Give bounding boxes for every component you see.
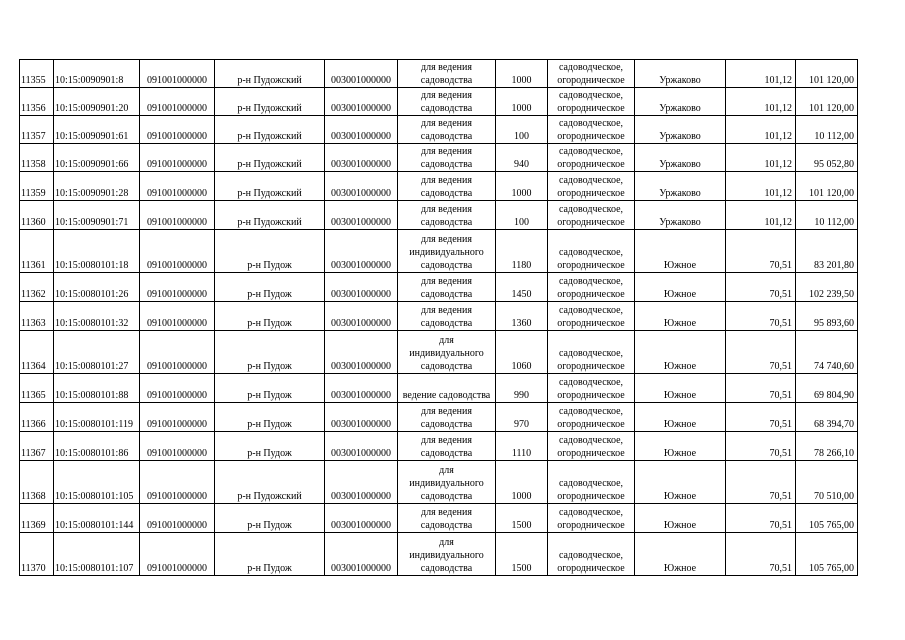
permitted-use-line: для ведения [421, 406, 472, 417]
row-number-cell: 11370 [20, 533, 54, 576]
permitted-use-line: садоводства [420, 260, 473, 271]
permitted-use-line: для [439, 335, 454, 346]
row-number-cell: 11367 [20, 432, 54, 461]
permitted-use-line: ведение садоводства [402, 390, 491, 401]
area-cell: 1500 [496, 504, 548, 533]
land-category-line: огородническое [557, 361, 625, 372]
permitted-use-cell [398, 201, 496, 230]
permitted-use-line: для ведения [421, 435, 472, 446]
code-cell: 003001000000 [325, 116, 398, 144]
cadastral-number-cell: 10:15:0090901:8 [54, 60, 140, 88]
permitted-use-cell [398, 273, 496, 302]
land-category-cell [548, 144, 635, 172]
permitted-use-cell [398, 403, 496, 432]
specific-value-cell: 101,12 [726, 144, 796, 172]
land-category-cell [548, 374, 635, 403]
table-row [20, 302, 858, 331]
permitted-use-line: для [439, 465, 454, 476]
oktmo-cell: 091001000000 [140, 88, 215, 116]
oktmo-cell: 091001000000 [140, 201, 215, 230]
code-cell: 003001000000 [325, 403, 398, 432]
land-category-line: садоводческое, [558, 377, 624, 388]
code-cell: 003001000000 [325, 60, 398, 88]
row-number-cell: 11363 [20, 302, 54, 331]
land-cadastre-table [19, 59, 858, 576]
locality-cell: Южное [635, 374, 726, 403]
oktmo-cell: 091001000000 [140, 533, 215, 576]
land-category-line: садоводческое, [558, 507, 624, 518]
code-cell: 003001000000 [325, 144, 398, 172]
permitted-use-line: для ведения [421, 118, 472, 129]
cadastral-value-cell: 95 893,60 [796, 302, 858, 331]
code-cell: 003001000000 [325, 331, 398, 374]
land-category-cell [548, 504, 635, 533]
table-row [20, 144, 858, 172]
cadastral-number-cell: 10:15:0080101:107 [54, 533, 140, 576]
area-cell: 940 [496, 144, 548, 172]
code-cell: 003001000000 [325, 201, 398, 230]
cadastral-value-cell: 69 804,90 [796, 374, 858, 403]
land-category-line: садоводческое, [558, 204, 624, 215]
cadastral-number-cell: 10:15:0080101:88 [54, 374, 140, 403]
cadastral-value-cell: 83 201,80 [796, 230, 858, 273]
district-cell: р-н Пудожский [215, 144, 325, 172]
area-cell: 1360 [496, 302, 548, 331]
row-number-cell: 11357 [20, 116, 54, 144]
cadastral-number-cell: 10:15:0090901:20 [54, 88, 140, 116]
permitted-use-line: садоводства [420, 188, 473, 199]
permitted-use-line: садоводства [420, 289, 473, 300]
land-category-line: огородническое [557, 448, 625, 459]
cadastral-number-cell: 10:15:0080101:32 [54, 302, 140, 331]
land-category-cell [548, 230, 635, 273]
table-row [20, 461, 858, 504]
permitted-use-line: для ведения [421, 90, 472, 101]
row-number-cell: 11360 [20, 201, 54, 230]
permitted-use-cell [398, 504, 496, 533]
cadastral-number-cell: 10:15:0080101:86 [54, 432, 140, 461]
permitted-use-cell [398, 60, 496, 88]
oktmo-cell: 091001000000 [140, 60, 215, 88]
district-cell: р-н Пудожский [215, 88, 325, 116]
code-cell: 003001000000 [325, 302, 398, 331]
area-cell: 1000 [496, 172, 548, 201]
cadastral-number-cell: 10:15:0090901:28 [54, 172, 140, 201]
locality-cell: Южное [635, 504, 726, 533]
area-cell: 1000 [496, 60, 548, 88]
cadastral-number-cell: 10:15:0080101:119 [54, 403, 140, 432]
specific-value-cell: 70,51 [726, 461, 796, 504]
land-category-line: огородническое [557, 563, 625, 574]
specific-value-cell: 70,51 [726, 533, 796, 576]
area-cell: 1500 [496, 533, 548, 576]
row-number-cell: 11361 [20, 230, 54, 273]
oktmo-cell: 091001000000 [140, 116, 215, 144]
code-cell: 003001000000 [325, 172, 398, 201]
district-cell: р-н Пудож [215, 230, 325, 273]
oktmo-cell: 091001000000 [140, 144, 215, 172]
land-category-line: огородническое [557, 318, 625, 329]
land-category-cell [548, 60, 635, 88]
land-category-cell [548, 201, 635, 230]
area-cell: 100 [496, 201, 548, 230]
cadastral-value-cell: 105 765,00 [796, 533, 858, 576]
land-category-line: садоводческое, [558, 406, 624, 417]
oktmo-cell: 091001000000 [140, 432, 215, 461]
table-row [20, 374, 858, 403]
district-cell: р-н Пудож [215, 403, 325, 432]
permitted-use-cell [398, 88, 496, 116]
area-cell: 990 [496, 374, 548, 403]
specific-value-cell: 101,12 [726, 60, 796, 88]
area-cell: 1060 [496, 331, 548, 374]
row-number-cell: 11356 [20, 88, 54, 116]
code-cell: 003001000000 [325, 230, 398, 273]
oktmo-cell: 091001000000 [140, 374, 215, 403]
land-category-line: садоводческое, [558, 305, 624, 316]
specific-value-cell: 70,51 [726, 302, 796, 331]
permitted-use-line: для ведения [421, 234, 472, 245]
row-number-cell: 11355 [20, 60, 54, 88]
district-cell: р-н Пудож [215, 533, 325, 576]
area-cell: 1110 [496, 432, 548, 461]
table-row [20, 230, 858, 273]
row-number-cell: 11365 [20, 374, 54, 403]
permitted-use-cell [398, 302, 496, 331]
table-row [20, 432, 858, 461]
cadastral-number-cell: 10:15:0090901:61 [54, 116, 140, 144]
specific-value-cell: 70,51 [726, 273, 796, 302]
permitted-use-line: для ведения [421, 175, 472, 186]
land-category-line: огородническое [557, 188, 625, 199]
permitted-use-line: садоводства [420, 318, 473, 329]
cadastral-value-cell: 95 052,80 [796, 144, 858, 172]
district-cell: р-н Пудож [215, 302, 325, 331]
land-category-cell [548, 116, 635, 144]
area-cell: 1000 [496, 88, 548, 116]
land-category-line: садоводческое, [558, 118, 624, 129]
land-category-cell [548, 273, 635, 302]
land-category-line: садоводческое, [558, 247, 624, 258]
land-category-line: огородническое [557, 520, 625, 531]
land-category-line: огородническое [557, 217, 625, 228]
area-cell: 1000 [496, 461, 548, 504]
permitted-use-cell [398, 533, 496, 576]
code-cell: 003001000000 [325, 432, 398, 461]
cadastral-value-cell: 101 120,00 [796, 88, 858, 116]
locality-cell: Южное [635, 533, 726, 576]
land-category-line: огородническое [557, 260, 625, 271]
permitted-use-line: для ведения [421, 146, 472, 157]
table-row [20, 331, 858, 374]
district-cell: р-н Пудожский [215, 116, 325, 144]
area-cell: 100 [496, 116, 548, 144]
permitted-use-line: индивидуального [409, 348, 484, 359]
land-category-line: садоводческое, [558, 348, 624, 359]
cadastral-value-cell: 102 239,50 [796, 273, 858, 302]
table-row [20, 60, 858, 88]
permitted-use-cell [398, 331, 496, 374]
permitted-use-line: садоводства [420, 563, 473, 574]
area-cell: 1180 [496, 230, 548, 273]
locality-cell: Южное [635, 230, 726, 273]
locality-cell: Южное [635, 273, 726, 302]
row-number-cell: 11358 [20, 144, 54, 172]
permitted-use-line: садоводства [420, 361, 473, 372]
permitted-use-line: садоводства [420, 75, 473, 86]
land-category-line: огородническое [557, 75, 625, 86]
permitted-use-cell [398, 172, 496, 201]
row-number-cell: 11366 [20, 403, 54, 432]
cadastral-value-cell: 101 120,00 [796, 60, 858, 88]
oktmo-cell: 091001000000 [140, 403, 215, 432]
code-cell: 003001000000 [325, 88, 398, 116]
land-category-cell [548, 331, 635, 374]
specific-value-cell: 70,51 [726, 230, 796, 273]
cadastral-value-cell: 105 765,00 [796, 504, 858, 533]
cadastral-value-cell: 10 112,00 [796, 201, 858, 230]
permitted-use-line: садоводства [420, 217, 473, 228]
land-category-cell [548, 88, 635, 116]
permitted-use-line: садоводства [420, 159, 473, 170]
district-cell: р-н Пудож [215, 504, 325, 533]
land-category-line: огородническое [557, 390, 625, 401]
district-cell: р-н Пудож [215, 432, 325, 461]
locality-cell: Южное [635, 432, 726, 461]
land-category-line: огородническое [557, 159, 625, 170]
land-category-cell [548, 172, 635, 201]
specific-value-cell: 70,51 [726, 374, 796, 403]
land-category-cell [548, 403, 635, 432]
district-cell: р-н Пудожский [215, 172, 325, 201]
row-number-cell: 11364 [20, 331, 54, 374]
table-row [20, 504, 858, 533]
cadastral-number-cell: 10:15:0080101:18 [54, 230, 140, 273]
cadastral-number-cell: 10:15:0090901:71 [54, 201, 140, 230]
cadastral-value-cell: 74 740,60 [796, 331, 858, 374]
code-cell: 003001000000 [325, 533, 398, 576]
locality-cell: Южное [635, 331, 726, 374]
permitted-use-line: индивидуального [409, 478, 484, 489]
district-cell: р-н Пудож [215, 331, 325, 374]
cadastral-value-cell: 101 120,00 [796, 172, 858, 201]
locality-cell: Уржаково [635, 201, 726, 230]
land-category-line: огородническое [557, 103, 625, 114]
permitted-use-line: для ведения [421, 62, 472, 73]
permitted-use-cell [398, 374, 496, 403]
locality-cell: Южное [635, 461, 726, 504]
cadastral-number-cell: 10:15:0090901:66 [54, 144, 140, 172]
land-category-cell [548, 533, 635, 576]
permitted-use-line: садоводства [420, 131, 473, 142]
locality-cell: Уржаково [635, 144, 726, 172]
cadastral-number-cell: 10:15:0080101:26 [54, 273, 140, 302]
cadastral-number-cell: 10:15:0080101:105 [54, 461, 140, 504]
specific-value-cell: 70,51 [726, 504, 796, 533]
land-category-cell [548, 461, 635, 504]
permitted-use-cell [398, 144, 496, 172]
oktmo-cell: 091001000000 [140, 302, 215, 331]
table-row [20, 172, 858, 201]
locality-cell: Южное [635, 302, 726, 331]
land-category-line: садоводческое, [558, 175, 624, 186]
district-cell: р-н Пудож [215, 374, 325, 403]
locality-cell: Уржаково [635, 88, 726, 116]
permitted-use-line: садоводства [420, 491, 473, 502]
permitted-use-cell [398, 461, 496, 504]
permitted-use-line: для [439, 537, 454, 548]
code-cell: 003001000000 [325, 461, 398, 504]
cadastral-value-cell: 10 112,00 [796, 116, 858, 144]
specific-value-cell: 101,12 [726, 116, 796, 144]
table-row [20, 273, 858, 302]
table-row [20, 403, 858, 432]
locality-cell: Уржаково [635, 60, 726, 88]
code-cell: 003001000000 [325, 273, 398, 302]
land-category-line: огородническое [557, 419, 625, 430]
district-cell: р-н Пудожский [215, 201, 325, 230]
specific-value-cell: 70,51 [726, 432, 796, 461]
permitted-use-line: садоводства [420, 520, 473, 531]
locality-cell: Уржаково [635, 172, 726, 201]
permitted-use-cell [398, 432, 496, 461]
land-category-line: огородническое [557, 289, 625, 300]
land-category-line: садоводческое, [558, 90, 624, 101]
permitted-use-cell [398, 230, 496, 273]
specific-value-cell: 70,51 [726, 331, 796, 374]
oktmo-cell: 091001000000 [140, 331, 215, 374]
land-category-line: огородническое [557, 491, 625, 502]
land-category-cell [548, 432, 635, 461]
permitted-use-line: индивидуального [409, 550, 484, 561]
permitted-use-line: садоводства [420, 448, 473, 459]
district-cell: р-н Пудожский [215, 60, 325, 88]
code-cell: 003001000000 [325, 504, 398, 533]
oktmo-cell: 091001000000 [140, 230, 215, 273]
specific-value-cell: 101,12 [726, 172, 796, 201]
permitted-use-line: для ведения [421, 305, 472, 316]
specific-value-cell: 70,51 [726, 403, 796, 432]
oktmo-cell: 091001000000 [140, 504, 215, 533]
district-cell: р-н Пудож [215, 273, 325, 302]
land-category-line: садоводческое, [558, 276, 624, 287]
permitted-use-line: садоводства [420, 103, 473, 114]
cadastral-value-cell: 68 394,70 [796, 403, 858, 432]
permitted-use-cell [398, 116, 496, 144]
area-cell: 1450 [496, 273, 548, 302]
land-category-line: садоводческое, [558, 435, 624, 446]
land-category-line: садоводческое, [558, 146, 624, 157]
land-category-line: садоводческое, [558, 478, 624, 489]
row-number-cell: 11359 [20, 172, 54, 201]
oktmo-cell: 091001000000 [140, 273, 215, 302]
land-category-line: садоводческое, [558, 62, 624, 73]
table-row [20, 116, 858, 144]
table-row [20, 533, 858, 576]
locality-cell: Уржаково [635, 116, 726, 144]
permitted-use-line: для ведения [421, 204, 472, 215]
cadastral-number-cell: 10:15:0080101:27 [54, 331, 140, 374]
permitted-use-line: для ведения [421, 276, 472, 287]
cadastral-value-cell: 78 266,10 [796, 432, 858, 461]
cadastral-number-cell: 10:15:0080101:144 [54, 504, 140, 533]
code-cell: 003001000000 [325, 374, 398, 403]
oktmo-cell: 091001000000 [140, 172, 215, 201]
permitted-use-line: для ведения [421, 507, 472, 518]
row-number-cell: 11362 [20, 273, 54, 302]
row-number-cell: 11368 [20, 461, 54, 504]
permitted-use-line: индивидуального [409, 247, 484, 258]
permitted-use-line: садоводства [420, 419, 473, 430]
area-cell: 970 [496, 403, 548, 432]
row-number-cell: 11369 [20, 504, 54, 533]
district-cell: р-н Пудожский [215, 461, 325, 504]
specific-value-cell: 101,12 [726, 88, 796, 116]
table-row [20, 88, 858, 116]
land-category-cell [548, 302, 635, 331]
land-category-line: садоводческое, [558, 550, 624, 561]
table-row [20, 201, 858, 230]
specific-value-cell: 101,12 [726, 201, 796, 230]
locality-cell: Южное [635, 403, 726, 432]
cadastral-value-cell: 70 510,00 [796, 461, 858, 504]
oktmo-cell: 091001000000 [140, 461, 215, 504]
land-category-line: огородническое [557, 131, 625, 142]
